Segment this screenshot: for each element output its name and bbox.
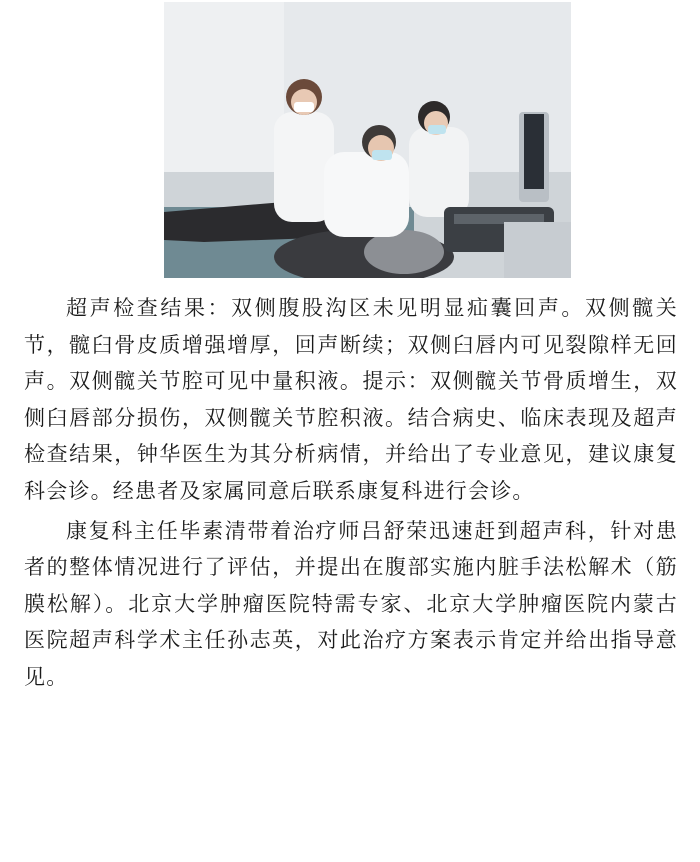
- paragraph-rehab-consultation: 康复科主任毕素清带着治疗师吕舒荣迅速赶到超声科，针对患者的整体情况进行了评估，并提出在腹部实施内脏手法松解术（筋膜松解）。北京大学肿瘤医院特需专家、北京大学肿瘤医院内蒙古医院超声科学术主任孙志英，对此治疗方案表示肯定并给出指导意见。: [24, 518, 678, 689]
- paragraph-ultrasound-findings: 超声检查结果：双侧腹股沟区未见明显疝囊回声。双侧髋关节，髋臼骨皮质增强增厚，回声断续；双侧臼唇内可见裂隙样无回声。双侧髋关节腔可见中量积液。提示：双侧髋关节骨质增生，双侧臼唇部分损伤，双侧髋关节腔积液。结合病史、临床表现及超声检查结果，钟华医生为其分析病情，并给出了专业意见，建议康复科会诊。经患者及家属同意后联系康复科进行会诊。: [24, 296, 678, 503]
- doctor-center-mask: [372, 150, 392, 160]
- photo-illustration: [164, 2, 571, 278]
- article-body: [24, 290, 678, 696]
- machine-base: [504, 222, 571, 278]
- ultrasound-exam-photo: [164, 2, 571, 278]
- doctor-right-mask: [428, 125, 446, 134]
- doctor-right-coat: [409, 127, 469, 217]
- monitor-screen: [524, 114, 544, 189]
- doctor-center-coat: [324, 152, 409, 237]
- doctor-left-mask: [294, 102, 314, 112]
- wall-light: [164, 2, 284, 172]
